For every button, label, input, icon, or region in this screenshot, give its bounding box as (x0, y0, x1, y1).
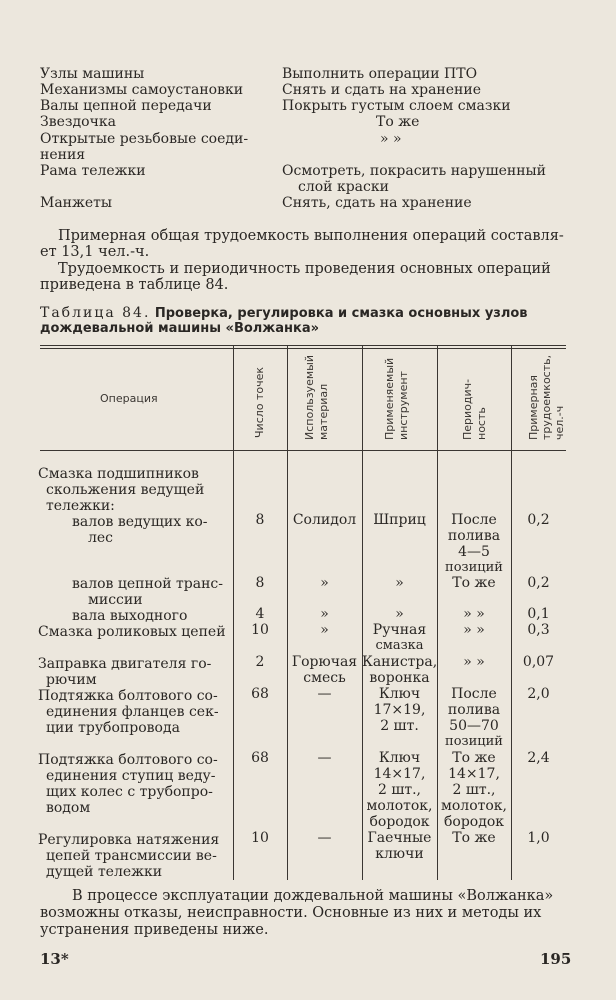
header-tool-1: Применяемый (383, 357, 396, 440)
cell-periodicity: » » (463, 606, 485, 622)
cell-periodicity: позиций (445, 734, 503, 749)
cell-operation: валов цепной транс- (72, 576, 223, 592)
cell-periodicity: позиций (445, 560, 503, 575)
cell-operation: миссии (88, 592, 143, 608)
cell-tool: » (395, 575, 404, 591)
cell-points: 10 (251, 830, 269, 846)
cell-operation: цепей трансмиссии ве- (46, 848, 217, 864)
cell-operation: Подтяжка болтового со- (38, 688, 218, 704)
cell-material: » (320, 606, 329, 622)
header-labor-2: трудоемкость, (540, 354, 553, 440)
page-number: 195 (540, 950, 572, 968)
header-periodicity-2: ность (475, 407, 488, 440)
list-action: Осмотреть, покрасить нарушенный (282, 163, 547, 179)
cell-periodicity: » » (463, 654, 485, 670)
cell-material: Горючая (291, 654, 358, 670)
cell-tool: Ключ (378, 686, 421, 702)
cell-points: 68 (251, 750, 269, 766)
cell-operation: щих колес с трубопро- (46, 784, 213, 800)
header-material-2: материал (317, 383, 330, 440)
cell-periodicity: 4—5 (458, 544, 490, 560)
cell-tool: Гаечные (367, 830, 432, 846)
signature-mark: 13* (40, 950, 69, 968)
list-action: То же (376, 114, 420, 130)
cell-operation: единения фланцев сек- (46, 704, 219, 720)
list-part: Валы цепной передачи (40, 98, 212, 114)
cell-operation: водом (46, 800, 91, 816)
cell-periodicity: бородок (443, 814, 505, 830)
list-part: нения (40, 147, 86, 163)
list-action: Снять и сдать на хранение (282, 82, 481, 98)
cell-tool: » (395, 606, 404, 622)
list-action: » » (380, 131, 402, 147)
cell-operation: Регулировка натяжения (38, 832, 220, 848)
cell-points: 2 (255, 654, 265, 670)
cell-tool: Канистра, (362, 654, 438, 670)
cell-periodicity: полива (447, 528, 501, 544)
cell-periodicity: То же (452, 575, 496, 591)
table-top-rule-2 (40, 348, 566, 349)
cell-operation: дущей тележки (46, 864, 163, 880)
table-header-rule (40, 450, 566, 451)
list-part: Манжеты (40, 195, 113, 211)
cell-operation: тележки: (46, 498, 115, 514)
cell-operation: единения ступиц веду- (46, 768, 216, 784)
cell-tool: 2 шт. (380, 718, 419, 734)
cell-operation: скольжения ведущей (46, 482, 205, 498)
paragraph-2-line-1: Трудоемкость и периодичность проведения основных операций (58, 261, 551, 277)
cell-tool: 14×17, (373, 766, 426, 782)
cell-operation: рючим (46, 672, 97, 688)
list-action: Снять, сдать на хранение (282, 195, 472, 211)
header-labor-1: Примерная (527, 374, 540, 440)
header-material-1: Используемый (303, 355, 316, 440)
list-action: Покрыть густым слоем смазки (282, 98, 511, 114)
cell-operation: вала выходного (72, 608, 188, 624)
cell-labor: 0,2 (527, 575, 550, 591)
cell-tool: молоток, (366, 798, 433, 814)
cell-periodicity: То же (452, 830, 496, 846)
cell-material: » (320, 622, 329, 638)
cell-labor: 2,4 (527, 750, 550, 766)
cell-labor: 0,3 (527, 622, 550, 638)
cell-material: » (320, 575, 329, 591)
cell-material: — (317, 830, 332, 846)
table-caption (40, 305, 528, 322)
paragraph-1-line-2: ет 13,1 чел.-ч. (40, 244, 150, 260)
cell-tool: 2 шт., (377, 782, 422, 798)
cell-tool: бородок (369, 814, 430, 830)
cell-labor: 0,2 (527, 512, 550, 528)
cell-labor: 0,07 (522, 654, 555, 670)
cell-operation: лес (88, 530, 114, 546)
list-action: Выполнить операции ПТО (282, 66, 478, 82)
paragraph-2-line-2: приведена в таблице 84. (40, 277, 229, 293)
cell-operation: валов ведущих ко- (72, 514, 208, 530)
list-part: Механизмы самоустановки (40, 82, 244, 98)
cell-labor: 0,1 (527, 606, 550, 622)
header-periodicity-1: Периодич- (461, 378, 474, 440)
cell-material: Солидол (292, 512, 357, 528)
paragraph-3-line-2: возможны отказы, неисправности. Основные из них и методы их (40, 905, 542, 921)
list-action: слой краски (298, 179, 389, 195)
cell-material: — (317, 686, 332, 702)
table-title-line-2: дождевальной машины «Волжанка» (40, 321, 319, 336)
cell-tool: Ключ (378, 750, 421, 766)
list-part: Рама тележки (40, 163, 146, 179)
cell-periodicity: 50—70 (449, 718, 499, 734)
cell-operation: Заправка двигателя го- (38, 656, 212, 672)
cell-tool: воронка (369, 670, 430, 686)
header-tool-2: инструмент (397, 371, 410, 440)
cell-operation: ции трубопровода (46, 720, 180, 736)
header-points: Число точек (253, 366, 266, 438)
cell-points: 68 (251, 686, 269, 702)
header-operation: Операция (100, 392, 158, 405)
cell-points: 10 (251, 622, 269, 638)
list-part: Узлы машины (40, 66, 145, 82)
cell-points: 8 (255, 512, 265, 528)
cell-material: — (317, 750, 332, 766)
table-title-line-1: Проверка, регулировка и смазка основных узлов (154, 306, 528, 321)
cell-operation: Смазка подшипников (38, 466, 199, 482)
header-labor-3: чел.-ч (553, 405, 566, 440)
paragraph-1-line-1: Примерная общая трудоемкость выполнения операций составля- (58, 228, 564, 244)
list-part: Звездочка (40, 114, 116, 130)
list-part: Открытые резьбовые соеди- (40, 131, 249, 147)
cell-labor: 1,0 (527, 830, 550, 846)
cell-periodicity: молоток, (440, 798, 507, 814)
cell-periodicity: 2 шт., (452, 782, 496, 798)
cell-material: смесь (303, 670, 346, 686)
cell-tool: Шприц (373, 512, 426, 528)
cell-points: 4 (255, 606, 265, 622)
cell-periodicity: После (451, 686, 497, 702)
paragraph-3-line-1: В процессе эксплуатации дождевальной машины «Волжанка» (72, 888, 554, 904)
cell-points: 8 (255, 575, 265, 591)
cell-operation: Смазка роликовых цепей (38, 624, 226, 640)
cell-periodicity: То же (452, 750, 496, 766)
cell-tool: ключи (375, 846, 424, 862)
cell-tool: 17×19, (373, 702, 426, 718)
cell-periodicity: полива (447, 702, 501, 718)
paragraph-3-line-3: устранения приведены ниже. (40, 922, 269, 938)
cell-operation: Подтяжка болтового со- (38, 752, 218, 768)
cell-periodicity: После (451, 512, 497, 528)
cell-periodicity: 14×17, (448, 766, 500, 782)
cell-labor: 2,0 (527, 686, 550, 702)
cell-tool: смазка (375, 638, 424, 653)
table-top-rule (40, 345, 566, 346)
cell-tool: Ручная (372, 622, 427, 638)
table-label: Таблица 84. (40, 305, 151, 321)
cell-periodicity: » » (463, 622, 485, 638)
